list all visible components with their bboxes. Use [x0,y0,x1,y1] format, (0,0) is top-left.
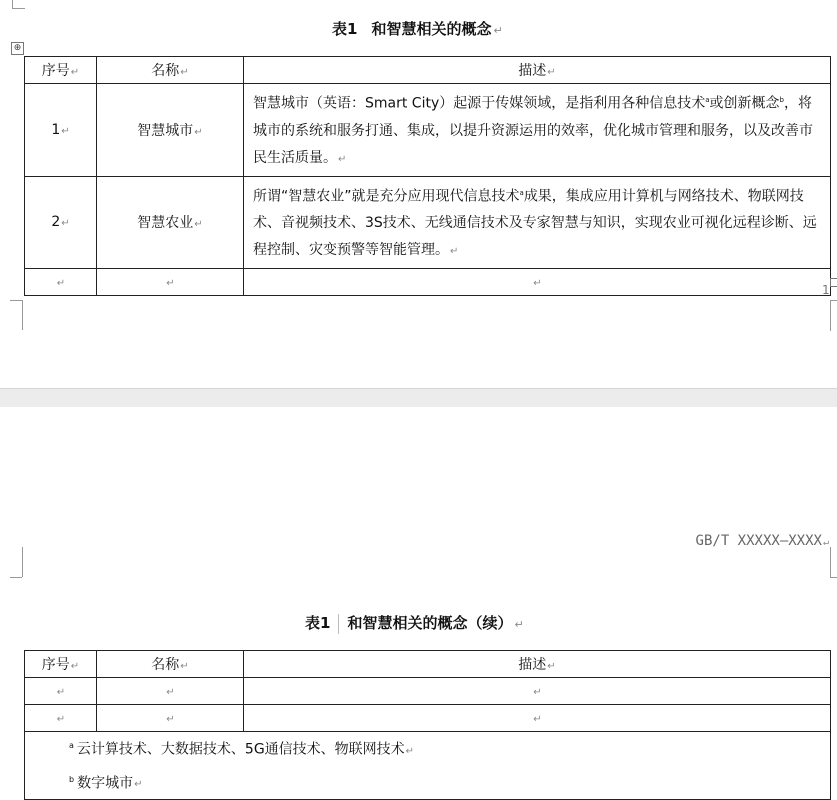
table-header-row [25,57,831,84]
header-description[interactable]: 描述↵ [244,651,831,678]
margin-corner-top-right [830,547,837,578]
cell-description[interactable]: 智慧城市（英语：Smart City）起源于传媒领域，是指利用各种信息技术$^a$或创新概念$^b$，将城市的系统和服务打通、集成，以提升资源运用的效率，优化城市管理和服务，以及改善市民生活质量。↵ [244,84,831,177]
paragraph-mark-icon: ↵ [514,618,524,631]
page-number: 1 [822,283,830,297]
table-row [25,84,831,177]
cell-empty[interactable]: ↵ [97,678,244,705]
table-caption-continued [305,612,524,634]
table-footnote-row [25,732,831,800]
standard-header-code: GB/T XXXXX—XXXX↵ [695,533,829,549]
cell-description[interactable]: 所谓“智慧农业”就是充分应用现代信息技术$^a$成果，集成应用计算机与网络技术、物联网技术、音视频技术、3S技术、无线通信技术及专家智慧与知识，实现农业可视化远程诊断、远程控制、灾变预警等智能管理。↵ [244,176,831,269]
table-header-row [25,651,831,678]
footnote: $^b$ 数字城市↵ [69,774,143,792]
document-page-2 [0,407,837,800]
cell-empty[interactable]: ↵ [244,678,831,705]
cell-name[interactable]: 智慧城市↵ [97,84,244,177]
header-name[interactable]: 名称↵ [97,651,244,678]
margin-corner-bottom-right [830,300,837,331]
cell-index[interactable]: 2↵ [25,176,97,269]
table-row-empty [25,269,831,296]
cell-empty[interactable]: ↵ [25,269,97,296]
header-name[interactable]: 名称↵ [97,57,244,84]
cell-empty[interactable]: ↵ [244,705,831,732]
table-caption [332,18,503,39]
header-index[interactable]: 序号↵ [25,651,97,678]
cell-index[interactable]: 1↵ [25,84,97,177]
table-move-handle-icon[interactable]: ⊕ [11,42,24,55]
document-page-1 [0,0,837,388]
concepts-table-continued [24,650,831,800]
cell-name[interactable]: 智慧农业↵ [97,176,244,269]
table-resize-handle[interactable] [830,278,837,287]
concepts-table [24,56,831,296]
margin-corner-top-left [10,577,22,578]
cell-empty[interactable]: ↵ [97,705,244,732]
cell-empty[interactable]: ↵ [25,705,97,732]
table-row-empty [25,705,831,732]
cell-empty[interactable]: ↵ [97,269,244,296]
paragraph-mark-icon: ↵ [493,24,503,37]
page-break-gap [0,388,837,408]
margin-corner-bottom-left [10,300,22,331]
caption-title: 和智慧相关的概念（续） [347,614,513,632]
table-row [25,176,831,269]
margin-corner-top-left-v [22,547,23,577]
cell-empty[interactable]: ↵ [244,269,831,296]
cell-empty[interactable]: ↵ [25,678,97,705]
header-description[interactable]: 描述↵ [244,57,831,84]
header-index[interactable]: 序号↵ [25,57,97,84]
footnote: $^a$ 云计算技术、大数据技术、5G通信技术、物联网技术↵ [69,741,415,758]
margin-corner-bottom-left-v [22,300,23,330]
margin-corner-top-left [12,0,25,9]
caption-number: 表1 [305,614,331,632]
caption-title: 和智慧相关的概念 [371,20,492,38]
footnotes-cell[interactable] [25,732,831,800]
caption-number: 表1 [332,20,358,38]
table-row-empty [25,678,831,705]
